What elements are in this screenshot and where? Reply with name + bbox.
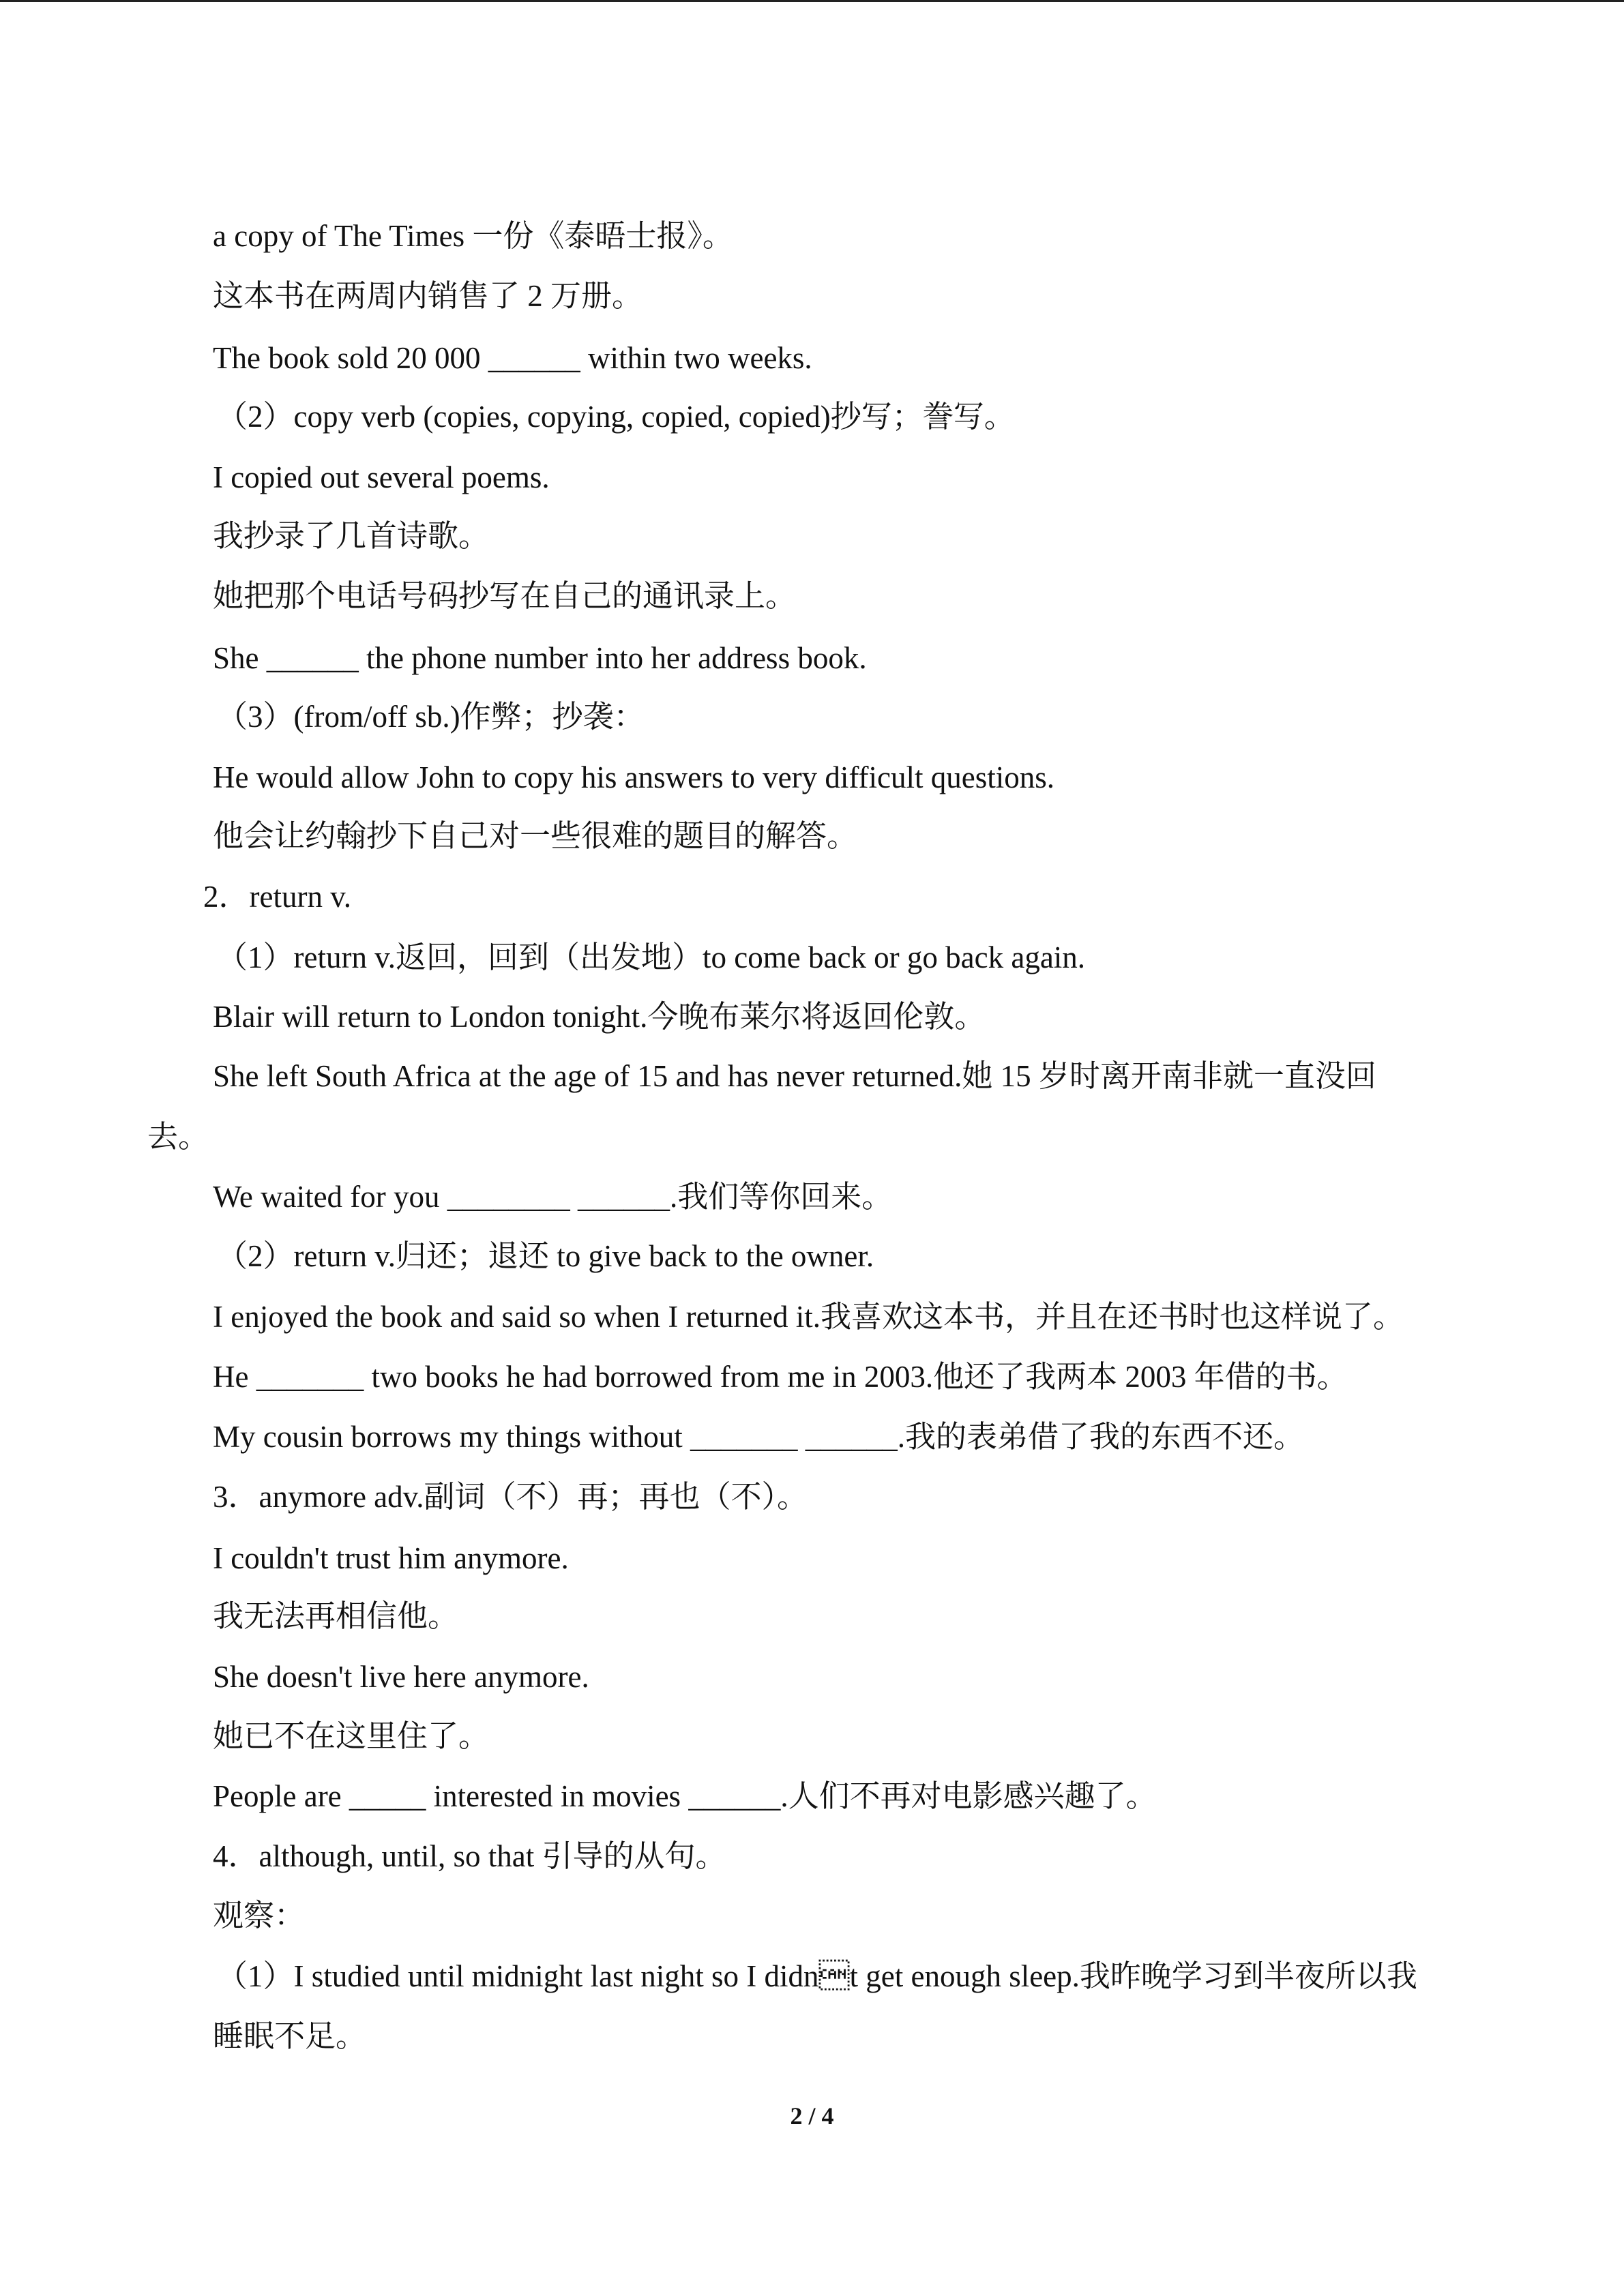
- text-line: 观察：: [213, 1898, 306, 1933]
- text-line: People are _____ interested in movies ______.人们不再对电影感兴趣了。: [213, 1779, 1157, 1813]
- text-line: She left South Africa at the age of 15 and has never returned.她 15 岁时离开南非就一直没回: [213, 1059, 1376, 1093]
- text-line: 去。: [147, 1120, 209, 1154]
- text-line: He would allow John to copy his answers to very difficult questions.: [213, 760, 1055, 794]
- text-line: 我无法再相信他。: [213, 1599, 459, 1633]
- text-line: 睡眠不足。: [213, 2019, 367, 2053]
- text-line: 这本书在两周内销售了 2 万册。: [213, 279, 643, 313]
- text-line: a copy of The Times 一份《泰晤士报》。: [213, 219, 733, 253]
- text-line: He _______ two books he had borrowed from me in 2003.他还了我两本 2003 年借的书。: [213, 1360, 1348, 1394]
- section-heading: 2．return v.: [203, 880, 352, 914]
- text-line: She doesn't live here anymore.: [213, 1660, 589, 1694]
- text-line: She ______ the phone number into her address book.: [213, 641, 867, 675]
- text-line: （1）I studied until midnight last night so I didnt get enough sleep.我昨晚学习到半夜所以我: [217, 1959, 1417, 1993]
- text-line: Blair will return to London tonight.今晚布莱尔将返回伦敦。: [213, 1000, 986, 1034]
- text-line: （2）return v.归还；退还 to give back to the owner.: [217, 1239, 874, 1273]
- text-line: 她把那个电话号码抄写在自己的通讯录上。: [213, 579, 797, 613]
- text-line: The book sold 20 000 ______ within two weeks.: [213, 341, 812, 375]
- text-line: My cousin borrows my things without _______ ______.我的表弟借了我的东西不还。: [213, 1420, 1305, 1454]
- text-line: （1）return v.返回，回到（出发地）to come back or go back again.: [217, 940, 1086, 974]
- text-line: I enjoyed the book and said so when I returned it.我喜欢这本书，并且在还书时也这样说了。: [213, 1300, 1404, 1334]
- text-line: 我抄录了几首诗歌。: [213, 519, 490, 553]
- text-line: I copied out several poems.: [213, 460, 550, 494]
- text-line: 她已不在这里住了。: [213, 1719, 490, 1753]
- section-heading: 4．although, until, so that 引导的从句。: [213, 1839, 726, 1873]
- section-heading: 3．anymore adv.副词（不）再；再也（不）。: [213, 1480, 808, 1514]
- text-line: （3）(from/off sb.)作弊；抄袭：: [217, 700, 645, 734]
- page-number: 2 / 4: [790, 2102, 834, 2130]
- text-line: （2）copy verb (copies, copying, copied, copied)抄写；誊写。: [217, 400, 1015, 434]
- text-line: I couldn't trust him anymore.: [213, 1541, 569, 1575]
- text-line: 他会让约翰抄下自己对一些很难的题目的解答。: [213, 819, 858, 853]
- text-line: We waited for you ________ ______.我们等你回来。: [213, 1180, 893, 1214]
